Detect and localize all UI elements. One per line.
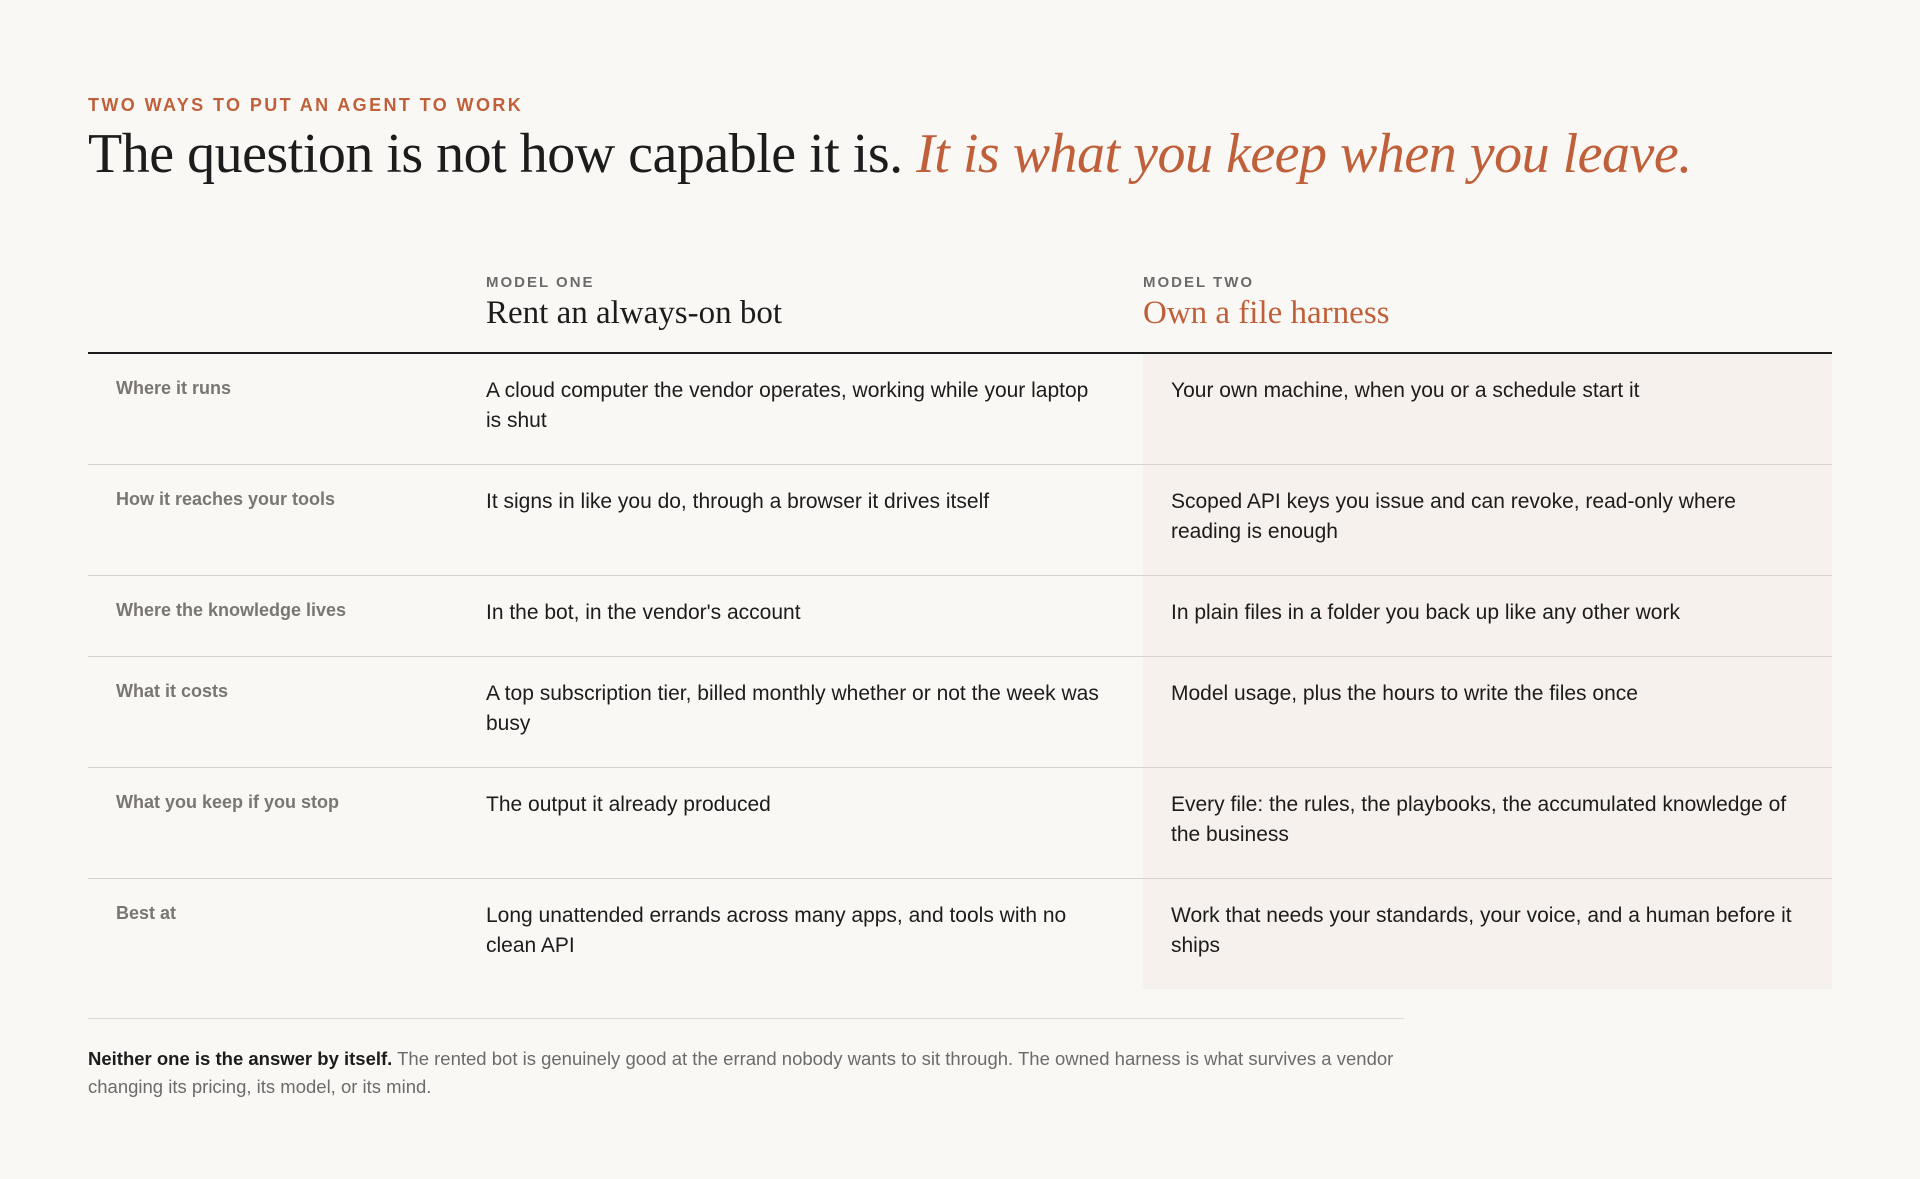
row-label: Best at [116, 903, 177, 923]
cell-model-two: In plain files in a folder you back up like any other work [1143, 576, 1832, 656]
row-label: What it costs [116, 681, 229, 701]
footnote-lead: Neither one is the answer by itself. [88, 1048, 393, 1069]
cell-model-one: In the bot, in the vendor's account [486, 601, 801, 624]
table-row [88, 768, 1832, 879]
table-row [88, 465, 1832, 576]
headline [88, 122, 1692, 186]
cell-model-one: The output it already produced [486, 793, 771, 816]
row-label: Where it runs [116, 378, 232, 398]
column-title: Rent an always-on bot [486, 295, 783, 331]
cell-model-one: Long unattended errands across many apps, and tools with no clean API [486, 904, 1067, 957]
column-title: Own a file harness [1143, 295, 1390, 331]
column-kicker: MODEL TWO [1143, 274, 1255, 291]
table-header [88, 270, 1832, 354]
cell-model-two: Model usage, plus the hours to write the files once [1143, 657, 1832, 767]
headline-accent: It is what you keep when you leave. [916, 123, 1692, 185]
row-label: What you keep if you stop [116, 792, 340, 812]
cell-model-one: A cloud computer the vendor operates, working while your laptop is shut [486, 379, 1089, 432]
table-row [88, 354, 1832, 465]
table-row [88, 576, 1832, 657]
row-label: How it reaches your tools [116, 489, 336, 509]
column-header-model-two [1143, 274, 1390, 332]
cell-model-two: Work that needs your standards, your voice, and a human before it ships [1143, 879, 1832, 989]
column-kicker: MODEL ONE [486, 274, 595, 291]
cell-model-one: It signs in like you do, through a browser it drives itself [486, 490, 990, 513]
eyebrow: TWO WAYS TO PUT AN AGENT TO WORK [88, 95, 524, 115]
footnote [88, 1018, 1404, 1101]
row-label: Where the knowledge lives [116, 600, 347, 620]
headline-plain: The question is not how capable it is. [88, 123, 903, 185]
table-row [88, 657, 1832, 768]
column-header-model-one [486, 274, 782, 332]
comparison-table [88, 270, 1832, 989]
cell-model-one: A top subscription tier, billed monthly whether or not the week was busy [486, 682, 1099, 735]
cell-model-two: Your own machine, when you or a schedule start it [1143, 354, 1832, 464]
cell-model-two: Scoped API keys you issue and can revoke, read-only where reading is enough [1143, 465, 1832, 575]
cell-model-two: Every file: the rules, the playbooks, the accumulated knowledge of the business [1143, 768, 1832, 878]
table-row [88, 879, 1832, 989]
footnote-body: The rented bot is genuinely good at the errand nobody wants to sit through. The owned harness is what survives a vendor changing its pricing, its model, or its mind. [88, 1048, 1394, 1097]
